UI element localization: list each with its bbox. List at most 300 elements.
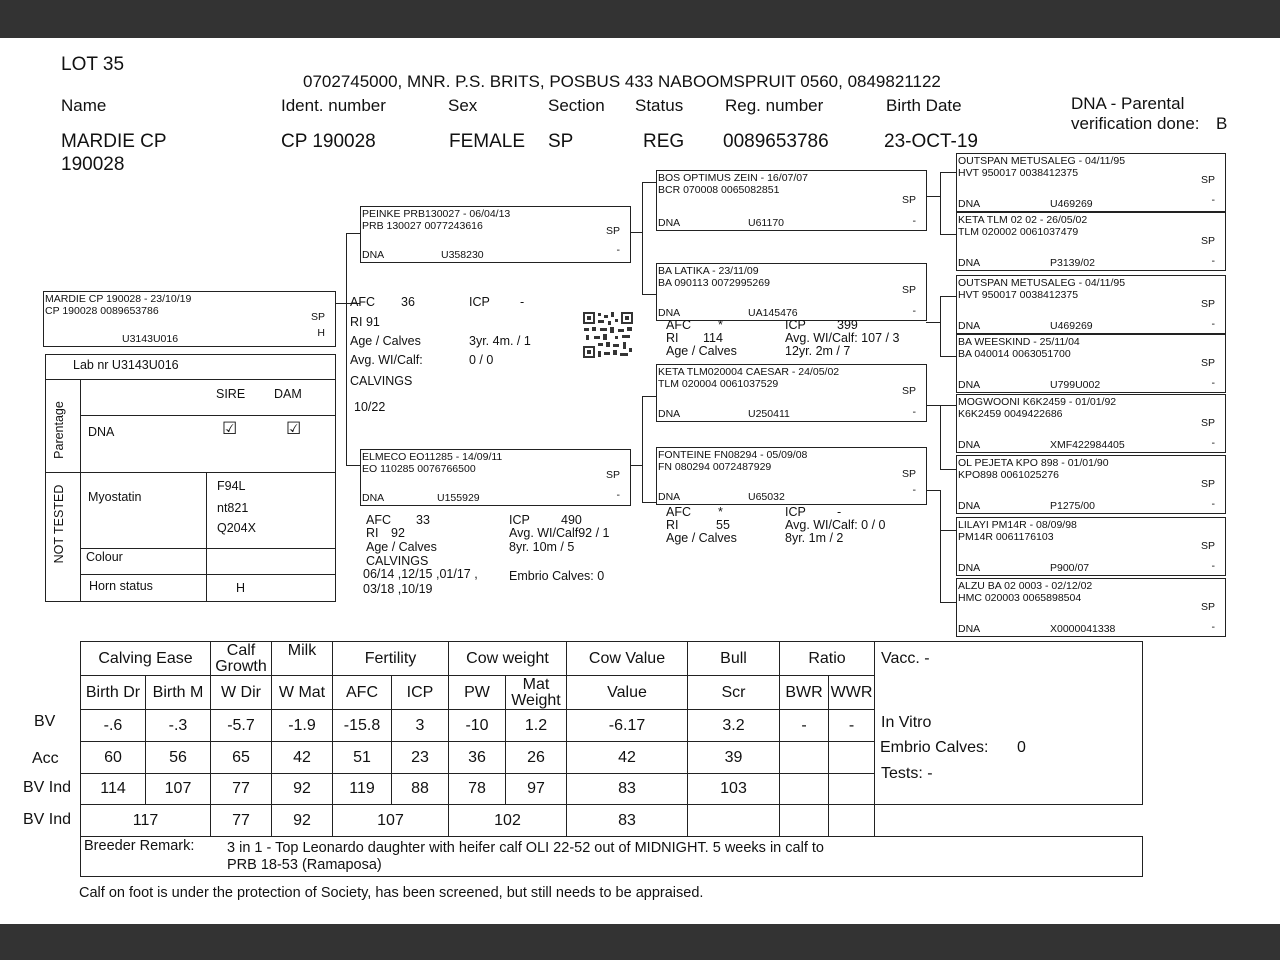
ggp-6-box bbox=[956, 455, 1226, 514]
acc-cell: 39 bbox=[688, 742, 780, 774]
divider bbox=[80, 548, 335, 549]
ind-cell: 83 bbox=[567, 774, 688, 805]
breeder-remark-row bbox=[81, 837, 1143, 877]
gp1-code: U61170 bbox=[748, 217, 785, 229]
ggp5-section: SP bbox=[1200, 417, 1215, 429]
group-ratio: Ratio bbox=[780, 642, 875, 676]
connector bbox=[926, 322, 940, 323]
acc-cell: 36 bbox=[449, 742, 506, 774]
tests-text: Tests: - bbox=[881, 765, 933, 782]
dam-wi: Avg. WI/Calf92 / 1 bbox=[509, 526, 610, 540]
divider bbox=[46, 472, 335, 473]
ggp6-dna: DNA bbox=[958, 500, 981, 512]
row-label-acc: Acc bbox=[32, 750, 59, 767]
group-calving-ease: Calving Ease bbox=[81, 642, 211, 676]
gp3-line-2: TLM 020004 0061037529 bbox=[658, 378, 779, 390]
bv-cell: -6.17 bbox=[567, 710, 688, 742]
embrio-label: Embrio Calves: bbox=[880, 739, 989, 756]
ggp5-dash: - bbox=[1211, 437, 1215, 449]
connector bbox=[940, 234, 956, 235]
gd1-afc-value: * bbox=[718, 318, 723, 332]
self-icp-label: ICP bbox=[469, 295, 490, 309]
footer-note: Calf on foot is under the protection of Society, has been screened, but still needs to be appraised. bbox=[79, 885, 704, 901]
ggp1-line-1: OUTSPAN METUSALEG - 04/11/95 bbox=[958, 155, 1126, 167]
ind2-cell: 102 bbox=[449, 805, 567, 837]
gd1-age-value: 12yr. 2m / 7 bbox=[785, 344, 851, 358]
animal-ident: CP 190028 bbox=[281, 131, 376, 152]
ind2-cell: 107 bbox=[333, 805, 449, 837]
granddam-2-box bbox=[656, 447, 927, 505]
gp3-code: U250411 bbox=[748, 408, 790, 420]
gd2-age-label: Age / Calves bbox=[666, 531, 737, 545]
ind-cell: 78 bbox=[449, 774, 506, 805]
self-afc-label: AFC bbox=[350, 295, 375, 309]
acc-cell: 42 bbox=[567, 742, 688, 774]
ggp5-line-2: K6K2459 0049422686 bbox=[958, 408, 1063, 420]
breeding-values-table bbox=[80, 641, 1143, 877]
self-afc-value: 36 bbox=[401, 295, 415, 309]
dam-calvings-1: 06/14 ,12/15 ,01/17 , bbox=[363, 567, 478, 581]
ind2-cell: 117 bbox=[81, 805, 211, 837]
ggp-7-box bbox=[956, 517, 1226, 576]
divider bbox=[80, 415, 335, 416]
ggp3-dna: DNA bbox=[958, 320, 981, 332]
gp3-dna: DNA bbox=[658, 408, 681, 420]
connector bbox=[642, 502, 656, 503]
ggp6-section: SP bbox=[1200, 478, 1215, 490]
sire-col: SIRE bbox=[216, 387, 246, 401]
gp2-section: SP bbox=[901, 284, 916, 296]
dam-age-label: Age / Calves bbox=[366, 540, 437, 554]
gp2-dna: DNA bbox=[658, 307, 681, 319]
ggp-8-box bbox=[956, 578, 1226, 637]
bottom-bar bbox=[0, 924, 1280, 960]
connector bbox=[642, 396, 643, 502]
header-ident: Ident. number bbox=[281, 96, 386, 115]
sire-box bbox=[360, 206, 631, 263]
header-reg: Reg. number bbox=[725, 96, 824, 115]
header-section: Section bbox=[548, 96, 605, 115]
bv-cell: -5.7 bbox=[211, 710, 272, 742]
bv-cell: -.3 bbox=[146, 710, 211, 742]
acc-cell bbox=[829, 742, 875, 774]
divider bbox=[46, 379, 335, 380]
ggp1-dna: DNA bbox=[958, 198, 981, 210]
connector bbox=[940, 356, 956, 357]
dam-afc-value: 33 bbox=[416, 513, 430, 527]
gp4-section: SP bbox=[901, 468, 916, 480]
animal-name-1: MARDIE CP bbox=[61, 131, 167, 152]
lab-box bbox=[45, 354, 336, 602]
gd2-wi: Avg. WI/Calf: 0 / 0 bbox=[785, 518, 886, 532]
ggp7-code: P900/07 bbox=[1050, 562, 1090, 574]
gd1-icp-value: 399 bbox=[837, 318, 858, 332]
ggp2-code: P3139/02 bbox=[1050, 257, 1095, 269]
ggp2-section: SP bbox=[1200, 235, 1215, 247]
connector bbox=[940, 405, 941, 469]
divider bbox=[80, 379, 81, 601]
dna-label: DNA bbox=[88, 425, 115, 439]
dam-col: DAM bbox=[274, 387, 302, 401]
dam-dna: DNA bbox=[362, 492, 385, 504]
row-label-bv-ind-2: BV Ind bbox=[23, 811, 72, 828]
calf-growth-line-1: Calf bbox=[226, 641, 256, 659]
ind2-cell: 77 bbox=[211, 805, 272, 837]
self-calvings-value: 10/22 bbox=[354, 400, 386, 414]
gd1-ri-label: RI bbox=[666, 331, 679, 345]
self-section: SP bbox=[310, 311, 325, 323]
gp4-dash: - bbox=[912, 484, 916, 496]
acc-cell: 42 bbox=[272, 742, 333, 774]
header-birth: Birth Date bbox=[886, 96, 962, 115]
ggp4-dash: - bbox=[1211, 377, 1215, 389]
ind2-cell bbox=[829, 805, 875, 837]
horn-label: Horn status bbox=[89, 579, 153, 593]
ggp4-line-2: BA 040014 0063051700 bbox=[958, 348, 1071, 360]
bv-cell: -15.8 bbox=[333, 710, 392, 742]
self-age-label: Age / Calves bbox=[350, 334, 421, 348]
bv-cell: 3 bbox=[392, 710, 449, 742]
ggp5-line-1: MOGWOONI K6K2459 - 01/01/92 bbox=[958, 396, 1117, 408]
dam-ri-value: 92 bbox=[391, 526, 405, 540]
group-cow-weight: Cow weight bbox=[449, 642, 567, 676]
ggp1-code: U469269 bbox=[1050, 198, 1093, 210]
sire-dash: - bbox=[616, 244, 620, 256]
vacc-text: Vacc. - bbox=[881, 650, 930, 667]
calf-growth-line-2: Growth bbox=[215, 657, 267, 675]
dam-embrio: Embrio Calves: 0 bbox=[509, 569, 605, 583]
gd1-ri-value: 114 bbox=[703, 331, 723, 345]
bv-cell: 1.2 bbox=[506, 710, 567, 742]
ggp-1-box bbox=[956, 153, 1226, 212]
self-age-value: 3yr. 4m. / 1 bbox=[469, 334, 531, 348]
ggp8-dna: DNA bbox=[958, 623, 981, 635]
dam-afc-label: AFC bbox=[366, 513, 391, 527]
col-w-mat: W Mat bbox=[272, 676, 333, 710]
gp1-dash: - bbox=[912, 215, 916, 227]
gd2-afc-label: AFC bbox=[666, 505, 691, 519]
header-sex: Sex bbox=[448, 96, 478, 115]
bv-cell: -10 bbox=[449, 710, 506, 742]
connector bbox=[642, 294, 656, 295]
connector bbox=[940, 172, 956, 173]
mat-weight-line-2: Weight bbox=[511, 691, 561, 709]
qr-code bbox=[582, 311, 634, 359]
connector bbox=[630, 232, 642, 233]
animal-sex: FEMALE bbox=[449, 131, 526, 152]
ind-cell bbox=[780, 774, 829, 805]
ggp-4-box bbox=[956, 334, 1226, 393]
myostatin-value-2: nt821 bbox=[217, 501, 249, 515]
connector bbox=[346, 465, 360, 466]
col-birth-dr: Birth Dr bbox=[81, 676, 146, 710]
granddam-1-box bbox=[656, 263, 927, 321]
ggp2-dash: - bbox=[1211, 255, 1215, 267]
ind-cell: 92 bbox=[272, 774, 333, 805]
dam-calvings-label: CALVINGS bbox=[366, 554, 429, 568]
bv-cell: 3.2 bbox=[688, 710, 780, 742]
connector bbox=[940, 296, 956, 297]
acc-cell: 65 bbox=[211, 742, 272, 774]
ggp8-line-2: HMC 020003 0065898504 bbox=[958, 592, 1082, 604]
self-wi-label: Avg. WI/Calf: bbox=[350, 353, 423, 367]
grandsire-2-box bbox=[656, 364, 927, 422]
ggp3-code: U469269 bbox=[1050, 320, 1093, 332]
group-calf-growth bbox=[211, 642, 272, 676]
acc-cell: 60 bbox=[81, 742, 146, 774]
acc-cell: 51 bbox=[333, 742, 392, 774]
ggp1-line-2: HVT 950017 0038412375 bbox=[958, 167, 1079, 179]
notes-cell bbox=[875, 642, 1143, 805]
col-bwr: BWR bbox=[780, 676, 829, 710]
ggp7-section: SP bbox=[1200, 540, 1215, 552]
ggp2-line-2: TLM 020002 0061037479 bbox=[958, 226, 1079, 238]
ggp2-dna: DNA bbox=[958, 257, 981, 269]
ggp-3-box bbox=[956, 275, 1226, 334]
row-label-bv-ind: BV Ind bbox=[23, 779, 72, 796]
top-bar bbox=[0, 0, 1280, 38]
ggp1-section: SP bbox=[1200, 174, 1215, 186]
header-status: Status bbox=[635, 96, 684, 115]
col-wwr: WWR bbox=[829, 676, 875, 710]
gp4-code: U65032 bbox=[748, 491, 785, 503]
ggp6-line-2: KPO898 0061025276 bbox=[958, 469, 1060, 481]
animal-section: SP bbox=[548, 131, 574, 152]
gd2-afc-value: * bbox=[718, 505, 723, 519]
ggp6-line-1: OL PEJETA KPO 898 - 01/01/90 bbox=[958, 457, 1109, 469]
col-w-dir: W Dir bbox=[211, 676, 272, 710]
ggp5-code: XMF422984405 bbox=[1050, 439, 1125, 451]
ind-cell bbox=[829, 774, 875, 805]
in-vitro-text: In Vitro bbox=[881, 714, 932, 731]
dam-code: U155929 bbox=[437, 492, 480, 504]
sire-check-icon: ☑ bbox=[222, 419, 238, 438]
gp1-line-2: BCR 070008 0065082851 bbox=[658, 184, 780, 196]
owner-line: 0702745000, MNR. P.S. BRITS, POSBUS 433 NABOOMSPRUIT 0560, 0849821122 bbox=[303, 72, 941, 91]
connector bbox=[630, 465, 642, 466]
bv-cell: -1.9 bbox=[272, 710, 333, 742]
gd1-icp-label: ICP bbox=[785, 318, 806, 332]
connector bbox=[346, 233, 347, 465]
sire-line-2: PRB 130027 0077243616 bbox=[362, 220, 483, 232]
gd2-ri-label: RI bbox=[666, 518, 679, 532]
gp1-section: SP bbox=[901, 194, 916, 206]
connector bbox=[940, 602, 956, 603]
gp2-line-2: BA 090113 0072995269 bbox=[658, 277, 770, 289]
self-line-2: CP 190028 0089653786 bbox=[45, 305, 159, 317]
ggp8-section: SP bbox=[1200, 601, 1215, 613]
grandsire-1-box bbox=[656, 170, 927, 231]
col-pw: PW bbox=[449, 676, 506, 710]
gp4-line-2: FN 080294 0072487929 bbox=[658, 461, 772, 473]
animal-status: REG bbox=[643, 131, 685, 152]
group-cow-value: Cow Value bbox=[567, 642, 688, 676]
dam-line-1: ELMECO EO11285 - 14/09/11 bbox=[362, 451, 503, 463]
self-ri: RI 91 bbox=[350, 315, 380, 329]
myostatin-value-3: Q204X bbox=[217, 521, 256, 535]
gp3-line-1: KETA TLM020004 CAESAR - 24/05/02 bbox=[658, 366, 840, 378]
ggp8-dash: - bbox=[1211, 621, 1215, 633]
horn-value: H bbox=[236, 581, 246, 595]
sire-code: U358230 bbox=[441, 249, 484, 261]
dam-icp-value: 490 bbox=[561, 513, 582, 527]
dam-line-2: EO 110285 0076766500 bbox=[362, 463, 476, 475]
ggp4-line-1: BA WEESKIND - 25/11/04 bbox=[958, 336, 1080, 348]
sire-dna: DNA bbox=[362, 249, 385, 261]
col-birth-m: Birth M bbox=[146, 676, 211, 710]
gp3-section: SP bbox=[901, 385, 916, 397]
myostatin-label: Myostatin bbox=[88, 490, 142, 504]
dam-age-value: 8yr. 10m / 5 bbox=[509, 540, 575, 554]
ind-cell: 107 bbox=[146, 774, 211, 805]
ind2-cell bbox=[780, 805, 829, 837]
header-dna-value: B bbox=[1216, 114, 1228, 133]
gp2-code: UA145476 bbox=[748, 307, 798, 319]
breeder-remark-label: Breeder Remark: bbox=[84, 838, 195, 854]
col-afc: AFC bbox=[333, 676, 392, 710]
gp3-dash: - bbox=[912, 406, 916, 418]
myostatin-value-1: F94L bbox=[217, 479, 246, 493]
gd1-afc-label: AFC bbox=[666, 318, 691, 332]
animal-birth: 23-OCT-19 bbox=[884, 131, 978, 152]
mat-weight-line-1: Mat bbox=[522, 675, 550, 693]
ind-cell: 103 bbox=[688, 774, 780, 805]
header-dna-2: verification done: bbox=[1071, 114, 1200, 133]
dam-dash: - bbox=[616, 489, 620, 501]
self-icp-value: - bbox=[520, 295, 525, 309]
divider bbox=[80, 574, 335, 575]
acc-cell: 23 bbox=[392, 742, 449, 774]
parentage-label: Parentage bbox=[52, 401, 66, 459]
ind2-cell bbox=[688, 805, 780, 837]
ggp6-code: P1275/00 bbox=[1050, 500, 1095, 512]
embrio-value: 0 bbox=[1017, 739, 1026, 756]
ggp3-dash: - bbox=[1211, 318, 1215, 330]
bv-cell: -.6 bbox=[81, 710, 146, 742]
connector bbox=[346, 233, 360, 234]
ind-cell: 77 bbox=[211, 774, 272, 805]
acc-cell: 56 bbox=[146, 742, 211, 774]
self-code: U3143U016 bbox=[122, 333, 179, 345]
gp2-dash: - bbox=[912, 305, 916, 317]
bv-cell: - bbox=[829, 710, 875, 742]
gp1-line-1: BOS OPTIMUS ZEIN - 16/07/07 bbox=[658, 172, 808, 184]
connector bbox=[940, 490, 941, 602]
ggp7-dna: DNA bbox=[958, 562, 981, 574]
ggp1-dash: - bbox=[1211, 194, 1215, 206]
dam-ri-label: RI bbox=[366, 526, 379, 540]
self-wi-value: 0 / 0 bbox=[469, 353, 494, 367]
ind-cell: 114 bbox=[81, 774, 146, 805]
self-line-1: MARDIE CP 190028 - 23/10/19 bbox=[45, 293, 192, 305]
gp1-dna: DNA bbox=[658, 217, 681, 229]
group-milk: Milk bbox=[272, 642, 333, 676]
ggp8-line-1: ALZU BA 02 0003 - 02/12/02 bbox=[958, 580, 1093, 592]
sire-line-1: PEINKE PRB130027 - 06/04/13 bbox=[362, 208, 511, 220]
breeder-remark-line-2: PRB 18-53 (Ramaposa) bbox=[227, 857, 382, 873]
gd2-icp-value: - bbox=[837, 505, 842, 519]
ggp3-line-1: OUTSPAN METUSALEG - 04/11/95 bbox=[958, 277, 1126, 289]
animal-name-2: 190028 bbox=[61, 154, 125, 175]
ind-cell: 88 bbox=[392, 774, 449, 805]
self-horn: H bbox=[317, 327, 325, 339]
ggp7-line-1: LILAYI PM14R - 08/09/98 bbox=[958, 519, 1077, 531]
ind-cell: 97 bbox=[506, 774, 567, 805]
ggp7-dash: - bbox=[1211, 560, 1215, 572]
header-name: Name bbox=[61, 96, 107, 115]
bv-cell: - bbox=[780, 710, 829, 742]
gd2-icp-label: ICP bbox=[785, 505, 806, 519]
gd2-age-value: 8yr. 1m / 2 bbox=[785, 531, 844, 545]
connector bbox=[642, 182, 656, 183]
col-scr: Scr bbox=[688, 676, 780, 710]
connector bbox=[642, 182, 643, 294]
connector bbox=[926, 196, 940, 197]
dam-calvings-2: 03/18 ,10/19 bbox=[363, 582, 433, 596]
row-label-bv: BV bbox=[34, 713, 56, 730]
connector bbox=[642, 396, 656, 397]
gd1-age-label: Age / Calves bbox=[666, 344, 737, 358]
lot-number: LOT 35 bbox=[61, 54, 125, 75]
ggp4-section: SP bbox=[1200, 357, 1215, 369]
gd1-wi: Avg. WI/Calf: 107 / 3 bbox=[785, 331, 900, 345]
ggp4-dna: DNA bbox=[958, 379, 981, 391]
ind-cell: 119 bbox=[333, 774, 392, 805]
connector bbox=[940, 172, 941, 234]
self-pedigree-box bbox=[43, 291, 336, 347]
dam-box bbox=[360, 449, 631, 506]
not-tested-label: NOT TESTED bbox=[52, 484, 66, 564]
connector bbox=[940, 405, 956, 406]
ind2-cell: 92 bbox=[272, 805, 333, 837]
ggp3-line-2: HVT 950017 0038412375 bbox=[958, 289, 1079, 301]
header-dna-1: DNA - Parental bbox=[1071, 94, 1185, 113]
ind2-cell: 83 bbox=[567, 805, 688, 837]
ggp4-code: U799U002 bbox=[1050, 379, 1101, 391]
divider bbox=[206, 472, 207, 601]
breeder-remark-line-1: 3 in 1 - Top Leonardo daughter with heifer calf OLI 22-52 out of MIDNIGHT. 5 weeks in calf to bbox=[227, 840, 824, 856]
dam-check-icon: ☑ bbox=[286, 419, 302, 438]
col-value: Value bbox=[567, 676, 688, 710]
ggp2-line-1: KETA TLM 02 02 - 26/05/02 bbox=[958, 214, 1088, 226]
sire-section: SP bbox=[605, 225, 620, 237]
ggp8-code: X0000041338 bbox=[1050, 623, 1116, 635]
group-fertility: Fertility bbox=[333, 642, 449, 676]
connector bbox=[940, 530, 956, 531]
ggp7-line-2: PM14R 0061176103 bbox=[958, 531, 1054, 543]
self-calvings-label: CALVINGS bbox=[350, 374, 413, 388]
gp2-line-1: BA LATIKA - 23/11/09 bbox=[658, 265, 759, 277]
gp4-dna: DNA bbox=[658, 491, 681, 503]
ggp5-dna: DNA bbox=[958, 439, 981, 451]
colour-label: Colour bbox=[86, 550, 123, 564]
dam-icp-label: ICP bbox=[509, 513, 530, 527]
animal-reg: 0089653786 bbox=[723, 131, 829, 152]
group-bull: Bull bbox=[688, 642, 780, 676]
connector bbox=[940, 296, 941, 356]
col-icp: ICP bbox=[392, 676, 449, 710]
col-mat-weight bbox=[506, 676, 567, 710]
ggp-2-box bbox=[956, 212, 1226, 271]
connector bbox=[926, 490, 940, 491]
ggp3-section: SP bbox=[1200, 298, 1215, 310]
gd2-ri-value: 55 bbox=[716, 518, 730, 532]
dam-section: SP bbox=[605, 469, 620, 481]
gp4-line-1: FONTEINE FN08294 - 05/09/08 bbox=[658, 449, 808, 461]
acc-cell bbox=[780, 742, 829, 774]
ggp6-dash: - bbox=[1211, 498, 1215, 510]
acc-cell: 26 bbox=[506, 742, 567, 774]
